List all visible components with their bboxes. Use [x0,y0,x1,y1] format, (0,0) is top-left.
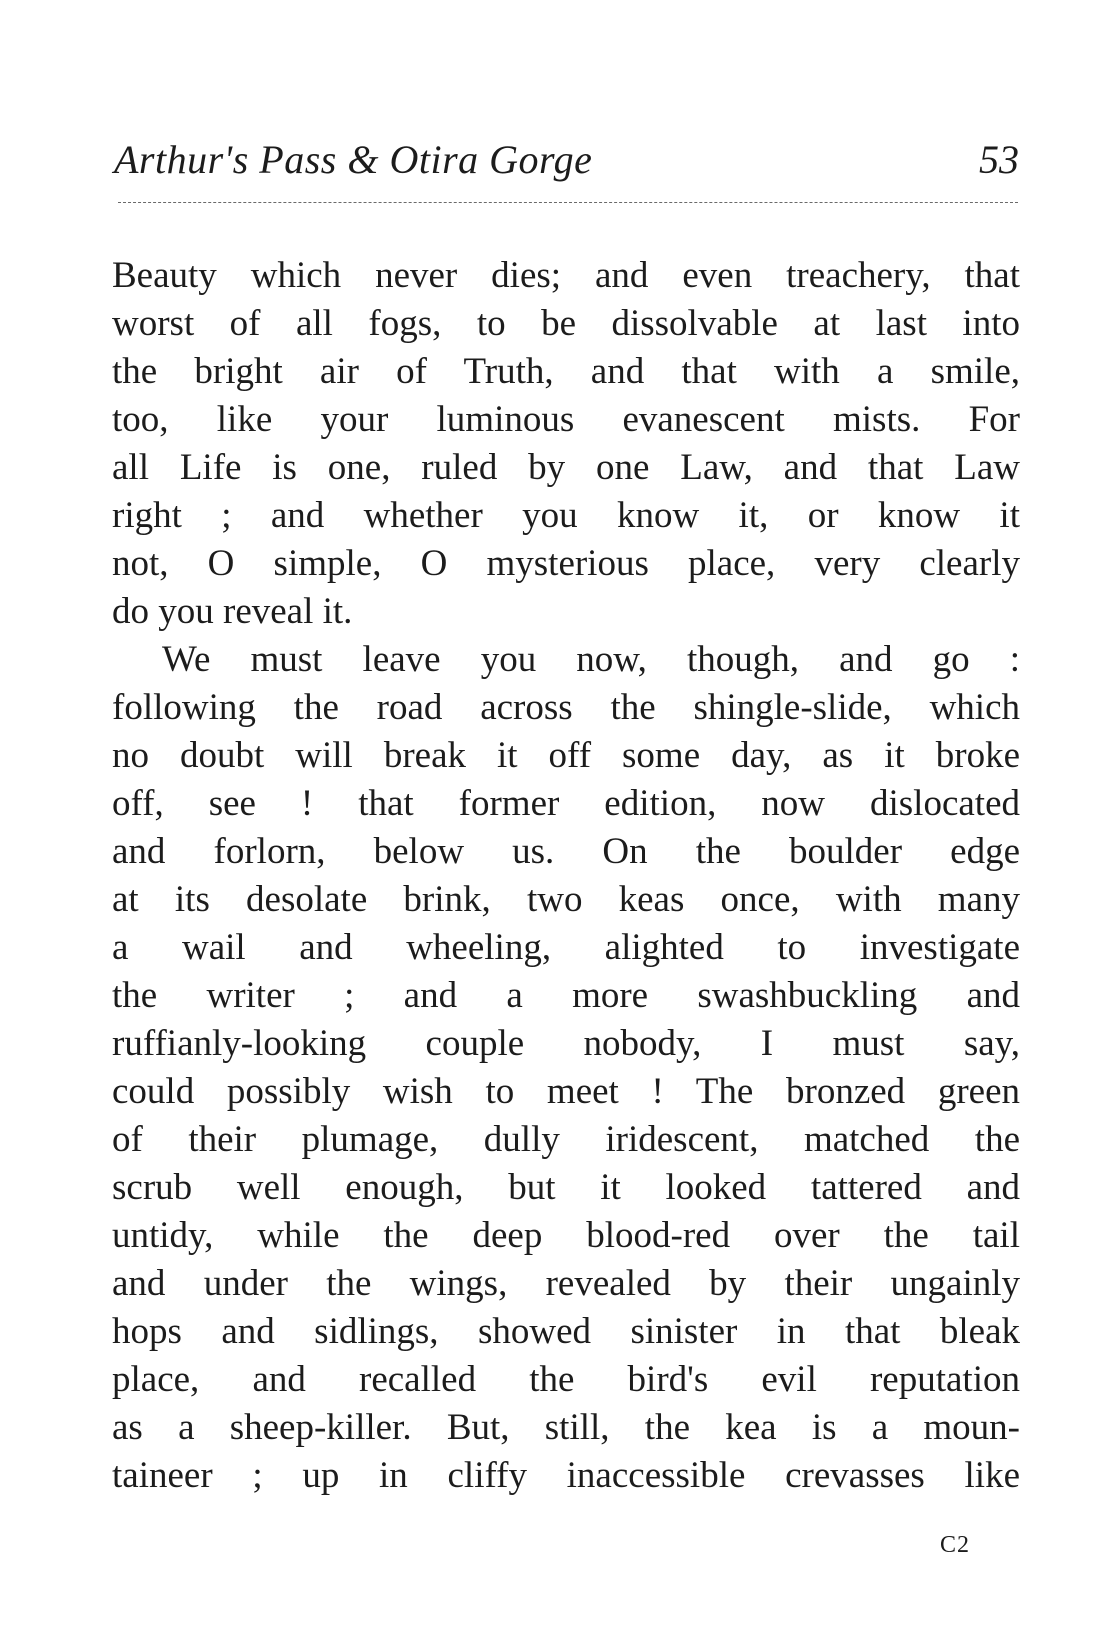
page-number: 53 [979,137,1019,182]
signature-mark: C2 [940,1532,971,1558]
text-line: scrub well enough, but it looked tattered and [112,1167,1020,1208]
text-line: place, and recalled the bird's evil reputation [112,1359,1020,1400]
text-line: We must leave you now, though, and go : [162,639,1020,680]
text-line: Beauty which never dies; and even treachery, that [112,255,1020,296]
text-line: as a sheep-killer. But, still, the kea is a moun- [112,1407,1020,1448]
text-line: at its desolate brink, two keas once, with many [112,879,1020,920]
header-rule [118,202,1018,203]
text-line: following the road across the shingle-slide, which [112,687,1020,728]
text-line: no doubt will break it off some day, as it broke [112,735,1020,776]
running-title: Arthur's Pass & Otira Gorge [114,137,593,182]
text-line: taineer ; up in cliffy inaccessible crevasses like [112,1455,1020,1496]
text-line: of their plumage, dully iridescent, matched the [112,1119,1020,1160]
text-line: hops and sidlings, showed sinister in that bleak [112,1311,1020,1352]
text-line: worst of all fogs, to be dissolvable at last into [112,303,1020,344]
text-line: right ; and whether you know it, or know it [112,495,1020,536]
text-line: ruffianly-looking couple nobody, I must say, [112,1023,1020,1064]
text-line: the bright air of Truth, and that with a smile, [112,351,1020,392]
text-line: untidy, while the deep blood-red over the tail [112,1215,1020,1256]
text-line: not, O simple, O mysterious place, very clearly [112,543,1020,584]
text-line: too, like your luminous evanescent mists. For [112,399,1020,440]
body-text [112,252,1020,1500]
text-line: all Life is one, ruled by one Law, and that Law [112,447,1020,488]
running-head [114,130,1019,190]
text-line: a wail and wheeling, alighted to investigate [112,927,1020,968]
text-line: and under the wings, revealed by their ungainly [112,1263,1020,1304]
text-line: could possibly wish to meet ! The bronzed green [112,1071,1020,1112]
text-line: and forlorn, below us. On the boulder edge [112,831,1020,872]
text-line: off, see ! that former edition, now dislocated [112,783,1020,824]
text-line: the writer ; and a more swashbuckling and [112,975,1020,1016]
text-line: do you reveal it. [112,591,353,632]
